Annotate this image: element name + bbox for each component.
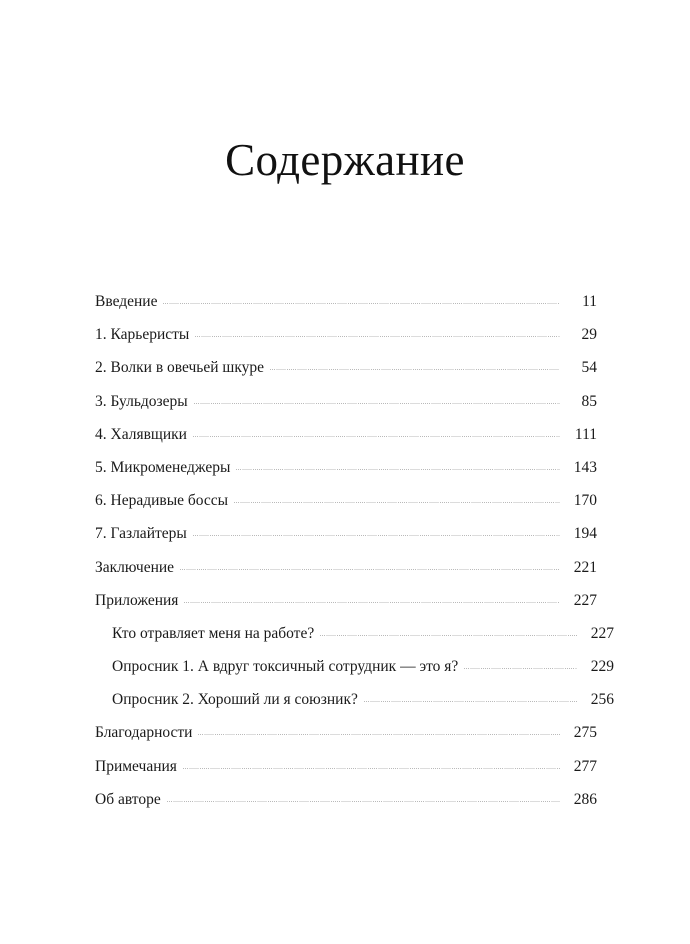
toc-entry[interactable] [95, 624, 614, 657]
toc-entry[interactable] [95, 723, 597, 756]
toc-dot-leader [270, 369, 560, 370]
toc-entry[interactable] [95, 491, 597, 524]
toc-entry-label: 2. Волки в овечьей шкуре [95, 359, 265, 377]
toc-entry[interactable] [95, 558, 597, 591]
toc-entry-page-number: 229 [590, 658, 614, 676]
toc-entry-label: 7. Газлайтеры [95, 525, 187, 543]
toc-entry-page-number: 227 [590, 624, 614, 642]
toc-entry-page-number: 275 [573, 724, 597, 742]
toc-dot-leader [193, 535, 560, 536]
toc-entry-label: 5. Микроменеджеры [95, 458, 231, 476]
toc-dot-leader [167, 801, 560, 802]
toc-entry-page-number: 277 [573, 757, 597, 775]
toc-dot-leader [193, 436, 560, 437]
toc-entry-label: Примечания [95, 757, 177, 775]
toc-entry[interactable] [95, 392, 597, 425]
toc-entry-page-number: 170 [573, 492, 597, 510]
toc-dot-leader [464, 668, 577, 669]
toc-entry[interactable] [95, 358, 597, 391]
toc-entry-label: Опросник 1. А вдруг токсичный сотрудник — это я? [112, 658, 459, 676]
toc-dot-leader [184, 602, 560, 603]
toc-entry-page-number: 221 [573, 558, 597, 576]
toc-entry-label: Благодарности [95, 724, 193, 742]
toc-entry[interactable] [95, 757, 597, 790]
toc-entry[interactable] [95, 458, 597, 491]
toc-entry-page-number: 54 [581, 359, 597, 377]
toc-entry-page-number: 29 [581, 326, 597, 344]
toc-dot-leader [195, 336, 560, 337]
toc-dot-leader [183, 768, 560, 769]
toc-entry[interactable] [95, 790, 597, 823]
toc-entry[interactable] [95, 524, 597, 557]
toc-entry[interactable] [95, 325, 597, 358]
toc-entry-page-number: 85 [581, 392, 597, 410]
toc-dot-leader [163, 303, 560, 304]
toc-entry-page-number: 256 [590, 691, 614, 709]
toc-entry-label: Опросник 2. Хороший ли я союзник? [112, 691, 358, 709]
toc-dot-leader [194, 403, 560, 404]
table-of-contents-list [95, 292, 614, 823]
toc-entry-label: Заключение [95, 558, 175, 576]
toc-entry-label: Введение [95, 293, 158, 310]
toc-entry-page-number: 143 [573, 458, 597, 476]
toc-dot-leader [364, 701, 577, 702]
toc-entry-label: Приложения [95, 591, 179, 609]
toc-dot-leader [236, 469, 560, 470]
toc-entry[interactable] [95, 591, 597, 624]
toc-entry-page-number: 286 [573, 790, 597, 808]
toc-entry-page-number: 111 [574, 425, 597, 443]
toc-entry-label: Об авторе [95, 790, 161, 808]
toc-entry-page-number: 227 [573, 591, 597, 609]
toc-entry[interactable] [95, 657, 614, 690]
toc-entry[interactable] [95, 690, 614, 723]
toc-entry[interactable] [95, 292, 597, 325]
toc-dot-leader [320, 635, 577, 636]
toc-entry-label: 3. Бульдозеры [95, 392, 188, 410]
toc-entry-page-number: 11 [582, 293, 597, 310]
toc-entry-page-number: 194 [573, 525, 597, 543]
toc-entry-label: 4. Халявщики [95, 425, 187, 443]
toc-dot-leader [198, 734, 560, 735]
toc-entry-label: 1. Карьеристы [95, 326, 190, 344]
toc-entry[interactable] [95, 425, 597, 458]
toc-dot-leader [234, 502, 560, 503]
toc-dot-leader [180, 569, 560, 570]
toc-entry-label: 6. Нерадивые боссы [95, 492, 229, 510]
page-title: Содержание [225, 135, 465, 186]
toc-entry-label: Кто отравляет меня на работе? [112, 624, 315, 642]
